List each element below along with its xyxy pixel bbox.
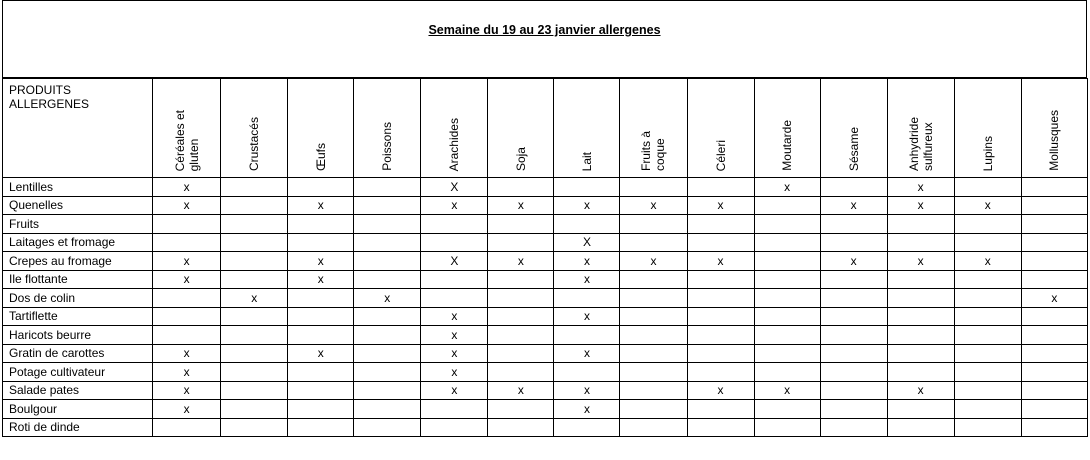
allergen-cell (620, 363, 687, 382)
allergen-cell (1021, 178, 1087, 197)
allergen-cell (288, 289, 354, 308)
allergen-cell (421, 289, 488, 308)
allergen-cell (1021, 363, 1087, 382)
allergen-cell: x (554, 252, 620, 271)
product-name: Lentilles (3, 178, 153, 197)
allergen-cell (887, 289, 954, 308)
allergen-cell (754, 270, 820, 289)
allergen-cell (954, 363, 1021, 382)
allergen-cell (954, 400, 1021, 419)
allergen-cell: x (288, 196, 354, 215)
allergen-cell (754, 363, 820, 382)
allergen-cell (554, 363, 620, 382)
allergen-cell (421, 233, 488, 252)
allergen-cell: x (887, 196, 954, 215)
product-name: Fruits (3, 215, 153, 234)
allergen-cell: x (421, 196, 488, 215)
allergen-cell (820, 289, 887, 308)
allergen-cell (887, 307, 954, 326)
allergen-cell: x (421, 307, 488, 326)
allergen-cell (687, 400, 754, 419)
allergen-cell (620, 418, 687, 437)
product-name: Salade pates (3, 381, 153, 400)
allergen-cell (820, 418, 887, 437)
allergen-cell: x (488, 196, 554, 215)
allergen-header (820, 79, 887, 178)
allergen-cell (887, 363, 954, 382)
allergen-cell (354, 400, 421, 419)
allergen-cell (421, 215, 488, 234)
allergen-cell: x (488, 381, 554, 400)
allergen-header (554, 79, 620, 178)
allergen-cell (620, 233, 687, 252)
allergen-cell (288, 178, 354, 197)
allergen-cell (488, 418, 554, 437)
table-row (3, 381, 1088, 400)
allergen-cell (954, 233, 1021, 252)
allergen-cell (488, 344, 554, 363)
allergen-cell (954, 270, 1021, 289)
allergen-cell (754, 252, 820, 271)
allergen-label: Céréales et gluten (172, 109, 201, 171)
allergen-label: Soja (513, 146, 528, 171)
table-row (3, 178, 1088, 197)
allergen-cell: x (554, 270, 620, 289)
allergen-header (153, 79, 221, 178)
allergen-cell (620, 344, 687, 363)
allergen-cell (1021, 418, 1087, 437)
allergen-cell: X (554, 233, 620, 252)
allergen-cell (954, 418, 1021, 437)
allergen-header (1021, 79, 1087, 178)
allergen-header (754, 79, 820, 178)
allergen-cell: x (554, 344, 620, 363)
allergen-cell (620, 270, 687, 289)
allergen-cell: x (554, 307, 620, 326)
allergen-cell: x (153, 400, 221, 419)
allergen-cell (488, 307, 554, 326)
allergen-cell (488, 326, 554, 345)
allergen-cell (820, 270, 887, 289)
allergen-label: Arachides (447, 117, 462, 171)
allergen-header (887, 79, 954, 178)
table-row (3, 270, 1088, 289)
allergen-cell (820, 178, 887, 197)
allergen-header (620, 79, 687, 178)
allergen-cell: x (421, 363, 488, 382)
allergen-cell: x (153, 381, 221, 400)
allergen-cell (554, 289, 620, 308)
allergen-cell (288, 418, 354, 437)
allergen-cell (887, 270, 954, 289)
allergen-label: Céleri (713, 139, 728, 171)
table-row (3, 363, 1088, 382)
allergen-cell (221, 196, 288, 215)
allergen-cell (954, 289, 1021, 308)
allergen-cell (687, 215, 754, 234)
allergen-cell (288, 233, 354, 252)
allergen-cell: x (421, 326, 488, 345)
allergen-header (354, 79, 421, 178)
product-name: Quenelles (3, 196, 153, 215)
table-row (3, 307, 1088, 326)
allergen-cell (620, 289, 687, 308)
allergen-cell (754, 400, 820, 419)
allergen-cell: x (153, 270, 221, 289)
allergen-cell (488, 400, 554, 419)
allergen-cell: x (488, 252, 554, 271)
table-row (3, 215, 1088, 234)
allergen-cell (687, 344, 754, 363)
allergen-cell: x (554, 381, 620, 400)
allergen-cell (620, 400, 687, 419)
table-row (3, 344, 1088, 363)
allergen-cell (687, 233, 754, 252)
allergen-cell: x (887, 252, 954, 271)
allergen-cell (687, 178, 754, 197)
allergen-label: Lait (579, 151, 594, 171)
allergen-cell (288, 363, 354, 382)
allergen-cell (887, 326, 954, 345)
allergen-cell: x (288, 270, 354, 289)
page-title: Semaine du 19 au 23 janvier allergenes (428, 23, 661, 37)
allergen-cell (221, 233, 288, 252)
allergen-cell (221, 344, 288, 363)
allergen-cell (954, 215, 1021, 234)
allergen-cell (221, 363, 288, 382)
allergen-cell (488, 215, 554, 234)
allergen-cell (620, 307, 687, 326)
allergen-cell (754, 215, 820, 234)
allergen-cell: x (1021, 289, 1087, 308)
allergen-cell (221, 326, 288, 345)
allergen-cell: X (421, 178, 488, 197)
allergen-cell (354, 344, 421, 363)
allergen-header (288, 79, 354, 178)
allergen-cell (820, 381, 887, 400)
allergen-cell (620, 178, 687, 197)
table-row (3, 289, 1088, 308)
allergen-label: Œufs (313, 142, 328, 171)
allergen-cell: x (820, 252, 887, 271)
allergen-cell: x (754, 381, 820, 400)
allergen-cell (488, 270, 554, 289)
table-row (3, 233, 1088, 252)
allergen-cell: x (954, 196, 1021, 215)
allergen-cell (288, 215, 354, 234)
allergen-cell (221, 215, 288, 234)
allergen-cell (687, 289, 754, 308)
table-row (3, 252, 1088, 271)
allergen-cell (288, 400, 354, 419)
allergen-cell (221, 270, 288, 289)
allergen-cell (887, 215, 954, 234)
table-row (3, 418, 1088, 437)
allergen-cell (153, 326, 221, 345)
allergen-cell (421, 418, 488, 437)
allergen-cell (954, 381, 1021, 400)
allergen-cell (354, 307, 421, 326)
allergen-cell (687, 307, 754, 326)
allergen-cell (153, 307, 221, 326)
allergen-cell (221, 178, 288, 197)
allergen-cell (954, 326, 1021, 345)
product-name: Dos de colin (3, 289, 153, 308)
allergen-cell (421, 270, 488, 289)
product-name: Haricots beurre (3, 326, 153, 345)
allergen-cell (554, 215, 620, 234)
allergen-cell (221, 307, 288, 326)
allergen-cell (887, 418, 954, 437)
allergen-cell (1021, 326, 1087, 345)
allergen-cell (754, 289, 820, 308)
allergen-header (687, 79, 754, 178)
allergen-cell (754, 307, 820, 326)
allergen-cell (221, 400, 288, 419)
allergen-cell (153, 289, 221, 308)
allergen-label: Poissons (380, 122, 395, 171)
allergen-label: Mollusques (1047, 110, 1062, 171)
allergen-cell: x (153, 363, 221, 382)
allergen-cell (354, 233, 421, 252)
allergen-cell (554, 418, 620, 437)
allergen-label: Lupins (980, 135, 995, 171)
allergen-cell (488, 178, 554, 197)
allergen-cell (687, 326, 754, 345)
table-row (3, 196, 1088, 215)
allergen-cell (1021, 344, 1087, 363)
allergen-cell (1021, 381, 1087, 400)
allergen-cell (354, 326, 421, 345)
allergen-label: Fruits à coque (639, 130, 668, 171)
product-name: Roti de dinde (3, 418, 153, 437)
allergen-cell (754, 233, 820, 252)
allergen-cell (288, 307, 354, 326)
allergen-cell (354, 178, 421, 197)
allergen-cell (820, 363, 887, 382)
allergen-cell (421, 400, 488, 419)
allergen-cell: x (620, 252, 687, 271)
header-row (3, 79, 1088, 178)
allergen-cell (887, 344, 954, 363)
allergen-cell: x (153, 196, 221, 215)
allergen-cell (954, 178, 1021, 197)
product-name: Boulgour (3, 400, 153, 419)
allergen-cell (1021, 252, 1087, 271)
product-name: Potage cultivateur (3, 363, 153, 382)
allergen-cell: X (421, 252, 488, 271)
allergen-label: Sésame (846, 126, 861, 171)
allergen-cell (687, 418, 754, 437)
allergen-cell (820, 233, 887, 252)
allergen-cell: x (421, 344, 488, 363)
allergen-cell (620, 381, 687, 400)
allergen-cell (687, 363, 754, 382)
allergen-cell: x (153, 344, 221, 363)
allergen-cell (221, 252, 288, 271)
allergen-cell (153, 215, 221, 234)
product-name: Gratin de carottes (3, 344, 153, 363)
allergen-cell (354, 215, 421, 234)
title-box (2, 0, 1087, 78)
allergen-header (488, 79, 554, 178)
table-row (3, 326, 1088, 345)
table-body (3, 178, 1088, 437)
allergen-cell (820, 400, 887, 419)
allergen-cell (687, 270, 754, 289)
allergen-cell: x (421, 381, 488, 400)
allergen-cell: x (288, 344, 354, 363)
allergen-cell (1021, 233, 1087, 252)
allergen-cell (820, 307, 887, 326)
product-name: Crepes au fromage (3, 252, 153, 271)
allergen-cell (354, 418, 421, 437)
allergen-cell (820, 215, 887, 234)
product-name: Tartiflette (3, 307, 153, 326)
allergen-cell: x (620, 196, 687, 215)
allergen-cell (954, 344, 1021, 363)
product-name: Laitages et fromage (3, 233, 153, 252)
allergen-cell (754, 326, 820, 345)
allergen-cell (153, 418, 221, 437)
allergen-cell: x (554, 196, 620, 215)
allergen-cell (153, 233, 221, 252)
allergen-cell (1021, 196, 1087, 215)
allergen-cell (354, 270, 421, 289)
allergen-label: Anhydride sulfureux (906, 116, 935, 171)
allergen-cell (488, 363, 554, 382)
allergen-cell (354, 363, 421, 382)
allergen-cell (620, 326, 687, 345)
allergen-cell (887, 400, 954, 419)
allergen-cell (754, 196, 820, 215)
allergen-cell: x (687, 381, 754, 400)
allergen-cell (554, 326, 620, 345)
allergen-cell (1021, 215, 1087, 234)
allergen-cell (354, 381, 421, 400)
allergen-label: Moutarde (780, 120, 795, 171)
allergen-cell (488, 289, 554, 308)
allergen-cell (221, 418, 288, 437)
table-row (3, 400, 1088, 419)
allergen-cell: x (153, 252, 221, 271)
allergen-cell (754, 344, 820, 363)
allergen-cell: x (687, 196, 754, 215)
allergen-cell (354, 196, 421, 215)
allergen-cell: x (153, 178, 221, 197)
allergen-cell (554, 178, 620, 197)
allergen-cell (1021, 270, 1087, 289)
product-name: Ile flottante (3, 270, 153, 289)
allergen-cell (288, 381, 354, 400)
allergen-cell (754, 418, 820, 437)
allergen-cell: x (288, 252, 354, 271)
corner-header (3, 79, 153, 178)
allergen-cell (221, 381, 288, 400)
allergen-cell: x (554, 400, 620, 419)
allergen-cell: x (354, 289, 421, 308)
allergen-cell: x (221, 289, 288, 308)
allergen-cell: x (887, 381, 954, 400)
allergen-cell (488, 233, 554, 252)
allergen-cell (1021, 400, 1087, 419)
allergen-cell (887, 233, 954, 252)
allergen-header (221, 79, 288, 178)
allergen-cell: x (887, 178, 954, 197)
allergen-cell (954, 307, 1021, 326)
allergen-header (421, 79, 488, 178)
allergen-table (2, 78, 1088, 437)
allergen-cell (820, 344, 887, 363)
allergen-cell: x (820, 196, 887, 215)
allergen-header (954, 79, 1021, 178)
allergen-cell (820, 326, 887, 345)
allergen-cell (620, 215, 687, 234)
allergen-cell: x (687, 252, 754, 271)
allergen-cell: x (754, 178, 820, 197)
allergen-cell (354, 252, 421, 271)
corner-label: PRODUITS ALLERGENES (9, 83, 90, 111)
allergen-cell (1021, 307, 1087, 326)
allergen-cell (288, 326, 354, 345)
allergen-label: Crustacés (247, 116, 262, 171)
allergen-cell: x (954, 252, 1021, 271)
